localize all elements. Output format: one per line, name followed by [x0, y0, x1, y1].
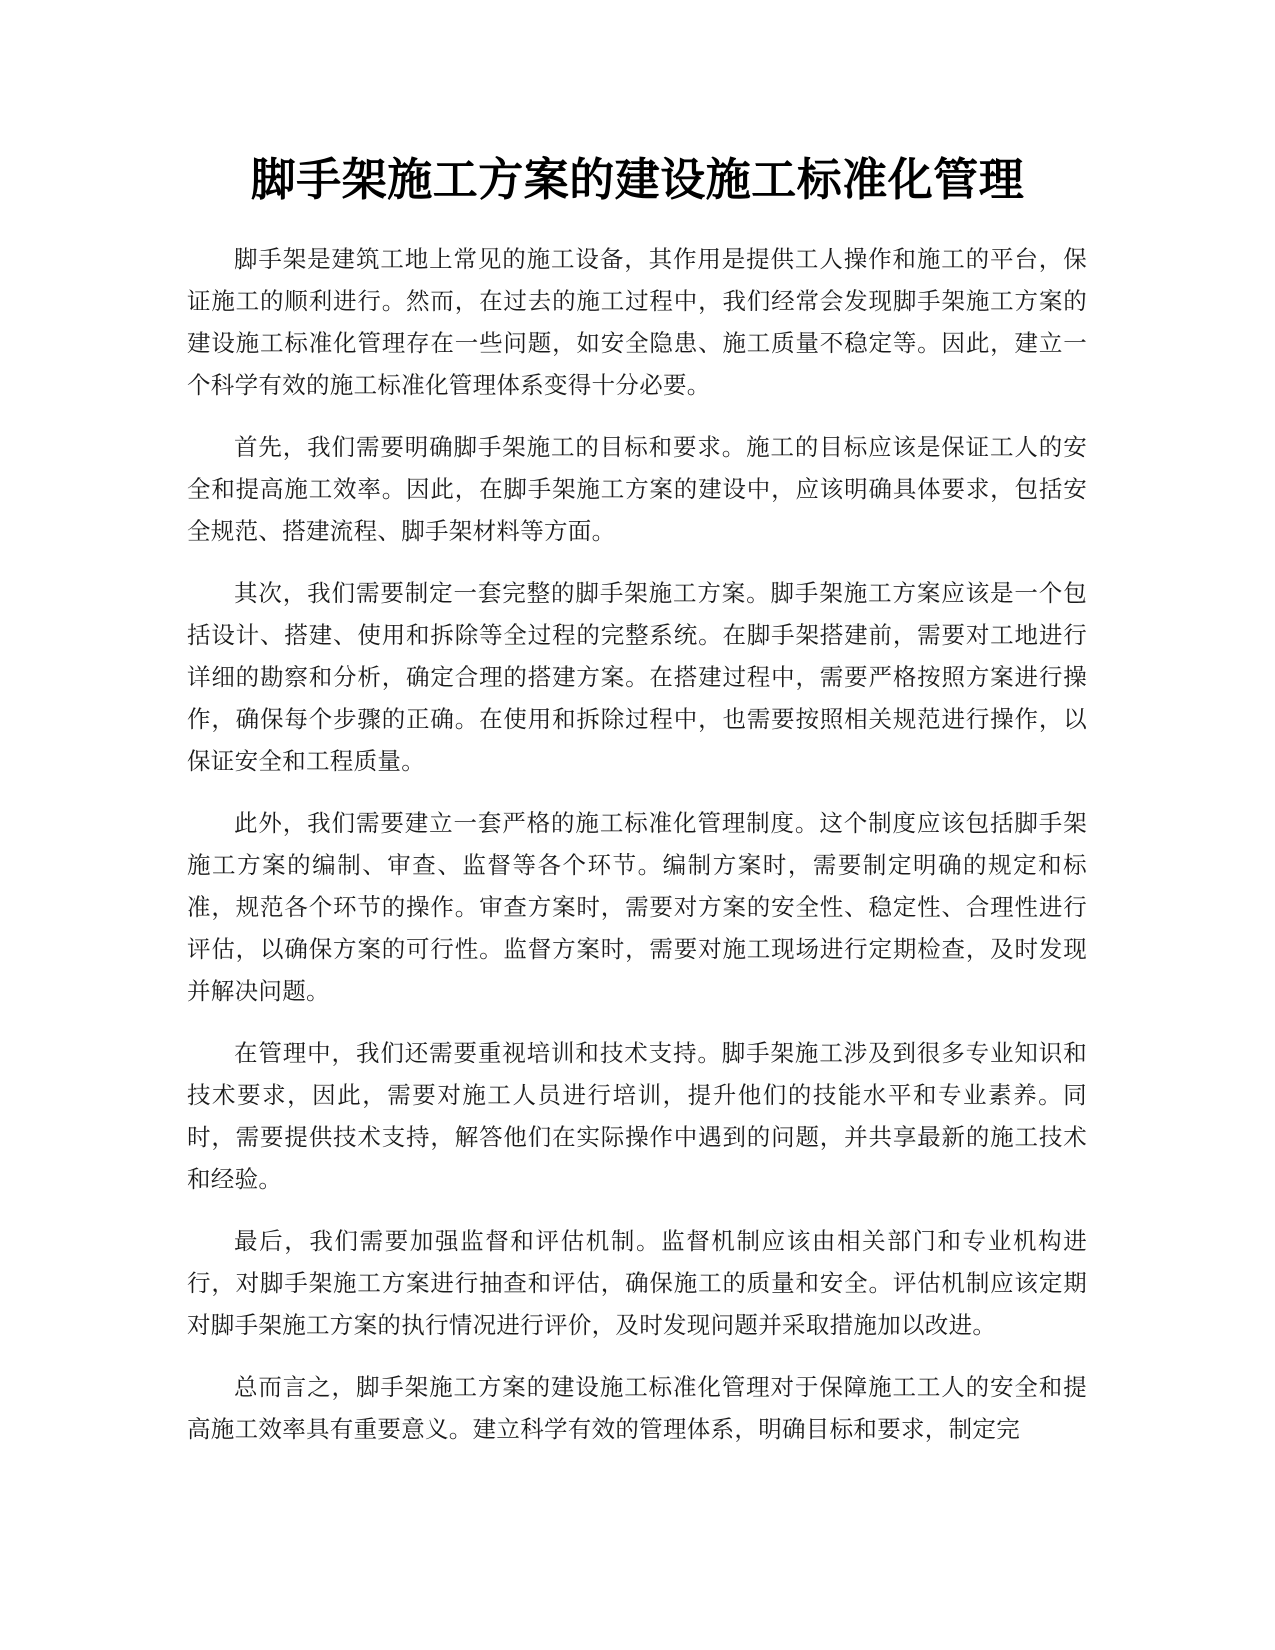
paragraph-supervision: 最后，我们需要加强监督和评估机制。监督机制应该由相关部门和专业机构进行，对脚手架施工方案进行抽查和评估，确保施工的质量和安全。评估机制应该定期对脚手架施工方案的执行情况进行评价，及时发现问题并采取措施加以改进。 — [187, 1227, 1087, 1339]
paragraph-summary: 总而言之，脚手架施工方案的建设施工标准化管理对于保障施工工人的安全和提高施工效率具有重要意义。建立科学有效的管理体系，明确目标和要求，制定完 — [187, 1373, 1087, 1443]
document-title: 脚手架施工方案的建设施工标准化管理 — [250, 153, 1025, 206]
document-body — [187, 238, 1087, 1470]
paragraph-goals: 首先，我们需要明确脚手架施工的目标和要求。施工的目标应该是保证工人的安全和提高施工效率。因此，在脚手架施工方案的建设中，应该明确具体要求，包括安全规范、搭建流程、脚手架材料等方面。 — [187, 433, 1087, 545]
paragraph-plan: 其次，我们需要制定一套完整的脚手架施工方案。脚手架施工方案应该是一个包括设计、搭建、使用和拆除等全过程的完整系统。在脚手架搭建前，需要对工地进行详细的勘察和分析，确定合理的搭建方案。在搭建过程中，需要严格按照方案进行操作，确保每个步骤的正确。在使用和拆除过程中，也需要按照相关规范进行操作，以保证安全和工程质量。 — [187, 579, 1087, 775]
paragraph-system: 此外，我们需要建立一套严格的施工标准化管理制度。这个制度应该包括脚手架施工方案的编制、审查、监督等各个环节。编制方案时，需要制定明确的规定和标准，规范各个环节的操作。审查方案时，需要对方案的安全性、稳定性、合理性进行评估，以确保方案的可行性。监督方案时，需要对施工现场进行定期检查，及时发现并解决问题。 — [187, 809, 1087, 1005]
paragraph-training: 在管理中，我们还需要重视培训和技术支持。脚手架施工涉及到很多专业知识和技术要求，因此，需要对施工人员进行培训，提升他们的技能水平和专业素养。同时，需要提供技术支持，解答他们在实际操作中遇到的问题，并共享最新的施工技术和经验。 — [187, 1039, 1087, 1193]
paragraph-intro: 脚手架是建筑工地上常见的施工设备，其作用是提供工人操作和施工的平台，保证施工的顺利进行。然而，在过去的施工过程中，我们经常会发现脚手架施工方案的建设施工标准化管理存在一些问题，如安全隐患、施工质量不稳定等。因此，建立一个科学有效的施工标准化管理体系变得十分必要。 — [187, 245, 1087, 399]
